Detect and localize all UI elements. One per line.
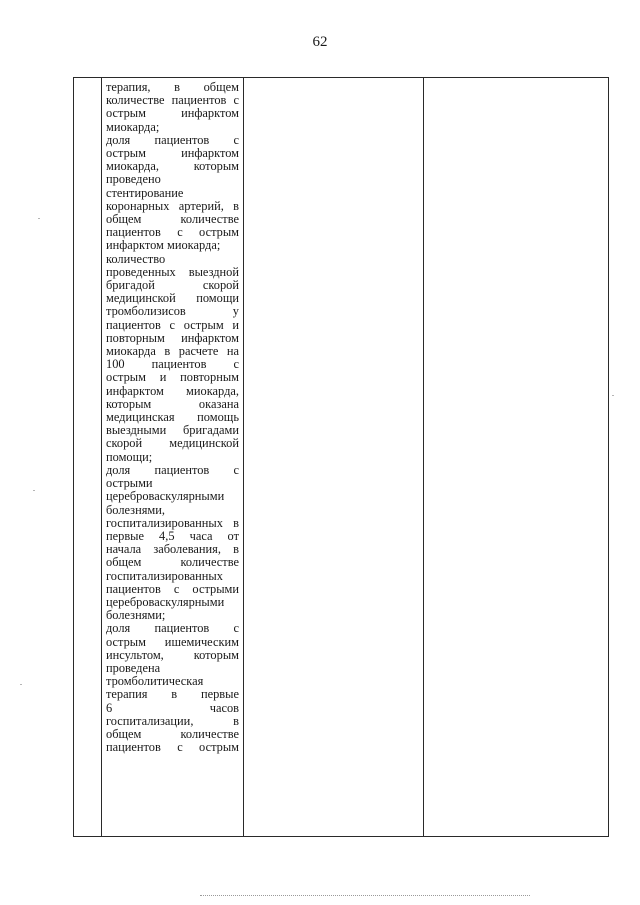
cell-text-line: стентирование (106, 185, 184, 200)
page-number: 62 (312, 34, 328, 50)
cell-text-line: госпитализированных (106, 568, 223, 583)
scan-speck (612, 395, 614, 396)
cell-text-line: общем количестве (106, 726, 239, 741)
cell-text-line: доля пациентов с (106, 462, 239, 477)
cell-text-line: цереброваскулярными (106, 489, 225, 504)
cell-text-line: проведена (106, 660, 161, 675)
cell-text-line: инфарктом миокарда, (106, 383, 239, 398)
cell-text-line: миокарда в расчете на (106, 344, 239, 359)
cell-text-line: пациентов с острым (106, 740, 239, 755)
scan-speck (38, 218, 40, 219)
cell-text-line: пациентов с острыми (106, 581, 239, 596)
table-row (74, 78, 609, 837)
indicator-text (102, 78, 243, 754)
cell-text-line: количество (106, 251, 166, 266)
cell-text-line: пациентов с острым (106, 225, 239, 240)
cell-text-line: медицинской помощи (106, 291, 239, 306)
cell-text-line: коронарных артерий, в (106, 198, 239, 213)
cell-text-line: которым оказана (106, 396, 239, 411)
cell-text-line: цереброваскулярными (106, 594, 225, 609)
document-table (73, 77, 609, 837)
table-cell-number (74, 78, 102, 837)
cell-text-line: тромболитическая (106, 674, 204, 689)
cell-text-line: проведенных выездной (106, 264, 239, 279)
cell-text-line: первые 4,5 часа от (106, 528, 239, 543)
cell-text-line: общем количестве (106, 555, 239, 570)
cell-text-line: выездными бригадами (106, 423, 239, 438)
table-cell-empty (424, 78, 609, 837)
cell-text-line: терапия, в общем (106, 80, 239, 94)
cell-text-line: повторным инфарктом (106, 330, 239, 345)
table-cell-indicators (102, 78, 244, 837)
cell-text-line: количестве пациентов с (106, 93, 239, 108)
cell-text-line: миокарда, которым (106, 159, 239, 174)
cell-text-line: инсультом, которым (106, 647, 239, 662)
cell-text-line: терапия в первые (106, 687, 239, 702)
cell-text-line: медицинская помощь (106, 410, 239, 425)
cell-text-line: острым инфарктом (106, 146, 239, 161)
scan-speck (33, 490, 35, 491)
cell-text-line: 6 часов (106, 700, 239, 715)
cell-text-line: острым ишемическим (106, 634, 239, 649)
cell-text-line: доля пациентов с (106, 621, 239, 636)
cell-text-line: помощи; (106, 449, 153, 464)
cell-text-line: инфарктом миокарда; (106, 238, 221, 253)
cell-text-line: пациентов с острым и (106, 317, 239, 332)
cell-text-line: начала заболевания, в (106, 542, 239, 557)
scan-edge-artifact (200, 895, 530, 897)
scan-speck (20, 684, 22, 685)
cell-text-line: проведено (106, 172, 161, 187)
table-cell-empty (244, 78, 424, 837)
cell-text-line: острым инфарктом (106, 106, 239, 121)
cell-text-line: бригадой скорой (106, 278, 239, 293)
cell-text-line: общем количестве (106, 212, 239, 227)
cell-text-line: болезнями, (106, 502, 165, 517)
cell-text-line: доля пациентов с (106, 132, 239, 147)
cell-text-line: госпитализированных в (106, 515, 239, 530)
cell-text-line: 100 пациентов с (106, 357, 239, 372)
cell-text-line: миокарда; (106, 119, 160, 134)
cell-text-line: острым и повторным (106, 370, 239, 385)
cell-text-line: острыми (106, 476, 153, 491)
cell-text-line: скорой медицинской (106, 436, 239, 451)
cell-text-line: тромболизисов у (106, 304, 239, 319)
cell-text-line: госпитализации, в (106, 713, 239, 728)
cell-text-line: болезнями; (106, 608, 166, 623)
